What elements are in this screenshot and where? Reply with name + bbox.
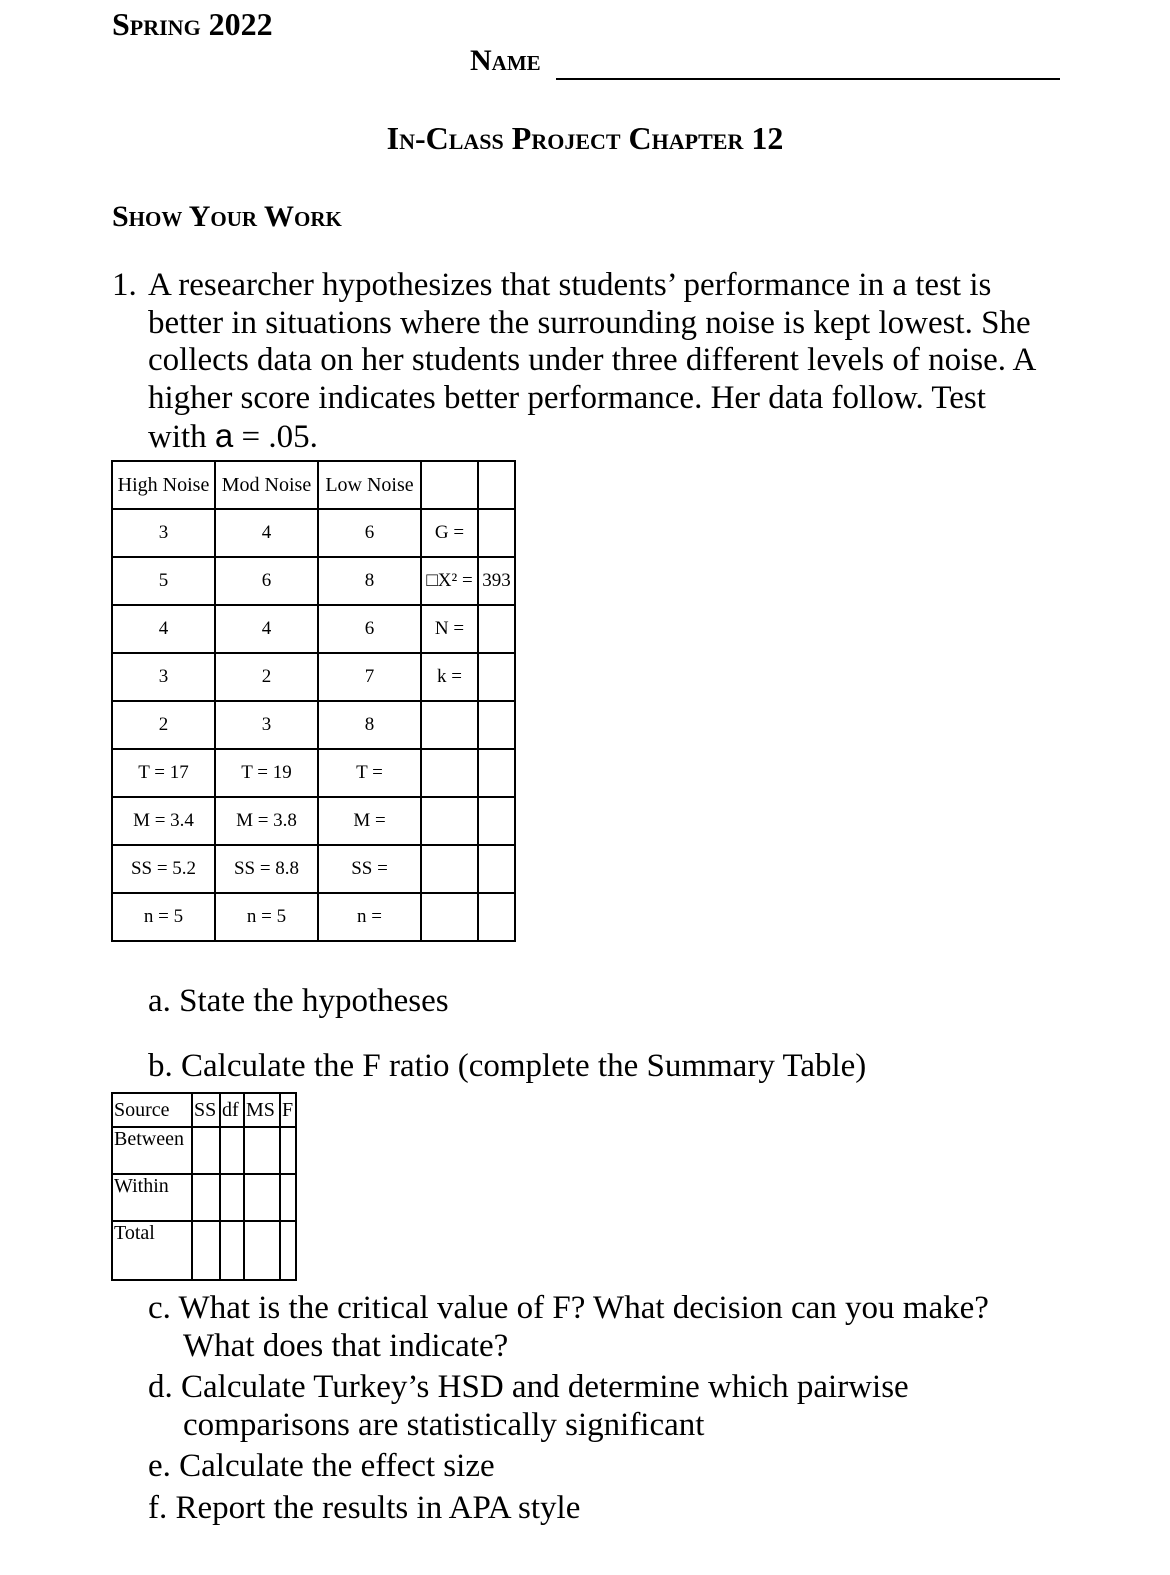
alpha-symbol: a xyxy=(214,417,234,454)
header-source: Source xyxy=(112,1093,192,1127)
table-cell xyxy=(421,893,478,941)
table-row-ss xyxy=(112,845,515,893)
name-blank-line[interactable] xyxy=(556,78,1060,80)
header-low-noise: Low Noise xyxy=(318,461,421,509)
table-cell: 6 xyxy=(215,557,318,605)
table-cell: SS = 5.2 xyxy=(112,845,215,893)
question-line-3: collects data on her students under three different levels of noise. A xyxy=(148,342,1037,378)
table-cell: SS = 8.8 xyxy=(215,845,318,893)
table-cell: T = 19 xyxy=(215,749,318,797)
table-cell: T = 17 xyxy=(112,749,215,797)
grand-total-label: G = xyxy=(421,509,478,557)
sum-x-squared-value: 393 xyxy=(478,557,515,605)
header-blank xyxy=(421,461,478,509)
question-line-4: higher score indicates better performance. Her data follow. Test xyxy=(148,379,986,416)
table-row xyxy=(112,509,515,557)
table-cell: 5 xyxy=(112,557,215,605)
data-table-header-row xyxy=(112,461,515,509)
header-ms: MS xyxy=(244,1093,280,1127)
table-cell: 3 xyxy=(112,653,215,701)
table-cell xyxy=(421,749,478,797)
part-e-effect-size: e. Calculate the effect size xyxy=(148,1448,495,1484)
table-cell xyxy=(421,845,478,893)
summary-header-row xyxy=(112,1093,296,1127)
table-cell xyxy=(478,797,515,845)
summary-row-between xyxy=(112,1127,296,1174)
table-cell: 3 xyxy=(215,701,318,749)
term-label: Spring 2022 xyxy=(112,6,273,42)
table-cell xyxy=(478,845,515,893)
table-cell: 8 xyxy=(318,701,421,749)
summary-cell[interactable] xyxy=(192,1127,220,1174)
table-cell: M = 3.4 xyxy=(112,797,215,845)
summary-cell[interactable] xyxy=(280,1221,296,1280)
anova-summary-table xyxy=(111,1092,297,1281)
part-f-apa-report: f. Report the results in APA style xyxy=(148,1489,581,1526)
table-cell: 4 xyxy=(112,605,215,653)
header-f: F xyxy=(280,1093,296,1127)
table-cell xyxy=(478,893,515,941)
table-cell: 6 xyxy=(318,509,421,557)
table-cell: n = 5 xyxy=(215,893,318,941)
question-line-5 xyxy=(148,417,1112,457)
header-high-noise: High Noise xyxy=(112,461,215,509)
summary-cell[interactable] xyxy=(244,1127,280,1174)
table-cell-fill-in[interactable]: T = xyxy=(318,749,421,797)
table-cell-fill-in[interactable]: SS = xyxy=(318,845,421,893)
header-df: df xyxy=(220,1093,244,1127)
table-cell xyxy=(478,749,515,797)
with-word: with xyxy=(148,419,207,455)
table-row xyxy=(112,701,515,749)
table-cell: 4 xyxy=(215,605,318,653)
table-cell: 8 xyxy=(318,557,421,605)
table-cell: M = 3.8 xyxy=(215,797,318,845)
summary-cell[interactable] xyxy=(220,1221,244,1280)
table-cell-fill-in[interactable]: M = xyxy=(318,797,421,845)
summary-cell[interactable] xyxy=(220,1174,244,1221)
source-between: Between xyxy=(112,1127,192,1174)
table-row xyxy=(112,605,515,653)
summary-cell[interactable] xyxy=(280,1174,296,1221)
header-mod-noise: Mod Noise xyxy=(215,461,318,509)
header-ss: SS xyxy=(192,1093,220,1127)
k-label: k = xyxy=(421,653,478,701)
table-cell xyxy=(421,701,478,749)
summary-cell[interactable] xyxy=(192,1174,220,1221)
page-title-text: In-Class Project Chapter 12 xyxy=(386,120,784,156)
part-d-line-2: comparisons are statistically significant xyxy=(183,1406,705,1443)
data-table xyxy=(111,460,516,942)
table-cell: 2 xyxy=(112,701,215,749)
k-value[interactable] xyxy=(478,653,515,701)
table-row-n xyxy=(112,893,515,941)
part-d-line-1: d. Calculate Turkey’s HSD and determine which pairwise xyxy=(148,1369,909,1405)
summary-cell[interactable] xyxy=(280,1127,296,1174)
summary-cell[interactable] xyxy=(244,1221,280,1280)
table-cell xyxy=(421,797,478,845)
summary-cell[interactable] xyxy=(220,1127,244,1174)
summary-cell[interactable] xyxy=(244,1174,280,1221)
part-b-f-ratio: b. Calculate the F ratio (complete the Summary Table) xyxy=(148,1048,867,1084)
table-row xyxy=(112,557,515,605)
remaining-questions xyxy=(148,1290,1148,1527)
part-c-line-2: What does that indicate? xyxy=(183,1327,509,1364)
table-cell: 4 xyxy=(215,509,318,557)
question-line-1: A researcher hypothesizes that students’ performance in a test is xyxy=(148,267,992,303)
table-cell-fill-in[interactable]: n = xyxy=(318,893,421,941)
question-number: 1. xyxy=(112,267,137,303)
source-total: Total xyxy=(112,1221,192,1280)
question-line-2: better in situations where the surrounding noise is kept lowest. She xyxy=(148,304,1031,341)
table-cell: 2 xyxy=(215,653,318,701)
page-title xyxy=(0,120,1170,157)
show-work-heading: Show Your Work xyxy=(112,200,342,233)
sum-x-squared-label: □X² = xyxy=(421,557,478,605)
table-cell: 6 xyxy=(318,605,421,653)
table-cell: 3 xyxy=(112,509,215,557)
name-label: Name xyxy=(470,44,541,77)
alpha-value: = .05. xyxy=(241,419,318,455)
table-cell xyxy=(478,701,515,749)
total-n-label: N = xyxy=(421,605,478,653)
summary-cell[interactable] xyxy=(192,1221,220,1280)
summary-row-total xyxy=(112,1221,296,1280)
summary-row-within xyxy=(112,1174,296,1221)
source-within: Within xyxy=(112,1174,192,1221)
table-cell: n = 5 xyxy=(112,893,215,941)
part-a-hypotheses: a. State the hypotheses xyxy=(148,983,449,1019)
question-1 xyxy=(112,267,1112,457)
total-n-value[interactable] xyxy=(478,605,515,653)
table-row xyxy=(112,653,515,701)
table-row-means xyxy=(112,797,515,845)
table-cell: 7 xyxy=(318,653,421,701)
grand-total-value[interactable] xyxy=(478,509,515,557)
table-row-totals xyxy=(112,749,515,797)
header-blank xyxy=(478,461,515,509)
part-c-line-1: c. What is the critical value of F? What decision can you make? xyxy=(148,1290,989,1326)
